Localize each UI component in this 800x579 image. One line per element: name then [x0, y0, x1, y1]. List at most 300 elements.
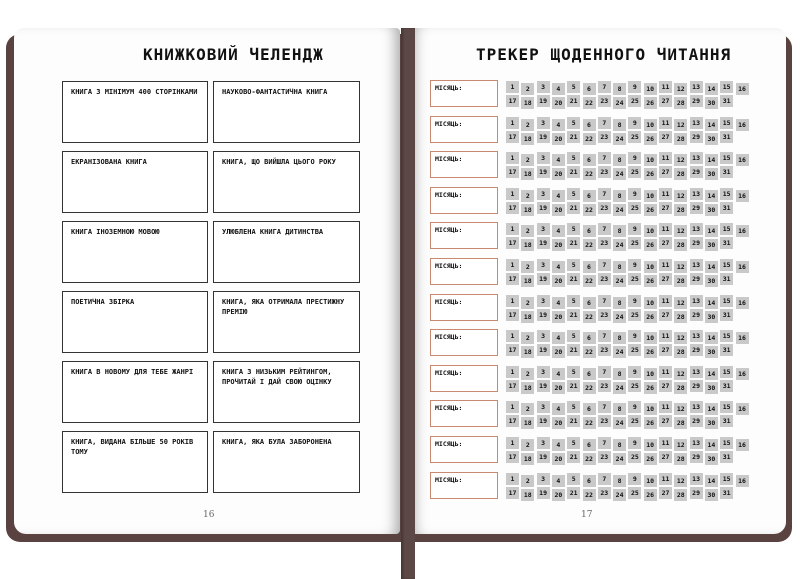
- day-cell[interactable]: 28: [674, 204, 687, 216]
- day-cell[interactable]: 29: [690, 344, 703, 356]
- day-cell[interactable]: 28: [674, 311, 687, 323]
- day-cell[interactable]: 14: [705, 475, 718, 487]
- challenge-box[interactable]: КНИГА, ВИДАНА БІЛЬШЕ 50 РОКІВ ТОМУ: [62, 431, 208, 493]
- day-cell[interactable]: 25: [628, 237, 641, 249]
- day-cell[interactable]: 21: [567, 95, 580, 107]
- day-cell[interactable]: 25: [628, 309, 641, 321]
- day-cell[interactable]: 19: [537, 273, 550, 285]
- day-cell[interactable]: 2: [521, 154, 534, 166]
- day-cell[interactable]: 11: [659, 152, 672, 164]
- day-cell[interactable]: 25: [628, 202, 641, 214]
- day-cell[interactable]: 13: [690, 473, 703, 485]
- day-cell[interactable]: 5: [567, 81, 580, 93]
- day-cell[interactable]: 14: [705, 83, 718, 95]
- challenge-box[interactable]: КНИГА З НИЗЬКИМ РЕЙТИНГОМ, ПРОЧИТАЙ І ДАЙ СВОЮ ОЦІНКУ: [213, 361, 360, 423]
- day-cell[interactable]: 21: [567, 451, 580, 463]
- day-cell[interactable]: 5: [567, 117, 580, 129]
- day-cell[interactable]: 23: [598, 273, 611, 285]
- day-cell[interactable]: 28: [674, 346, 687, 358]
- day-cell[interactable]: 15: [720, 330, 733, 342]
- day-cell[interactable]: 7: [598, 295, 611, 307]
- day-cell[interactable]: 20: [552, 97, 565, 109]
- day-cell[interactable]: 23: [598, 131, 611, 143]
- day-cell[interactable]: 20: [552, 133, 565, 145]
- day-cell[interactable]: 14: [705, 332, 718, 344]
- day-cell[interactable]: 26: [644, 346, 657, 358]
- day-cell[interactable]: 29: [690, 380, 703, 392]
- day-cell[interactable]: 21: [567, 131, 580, 143]
- day-cell[interactable]: 21: [567, 273, 580, 285]
- day-cell[interactable]: 7: [598, 366, 611, 378]
- day-cell[interactable]: 4: [552, 368, 565, 380]
- day-cell[interactable]: 1: [506, 259, 519, 271]
- day-cell[interactable]: 16: [736, 368, 749, 380]
- day-cell[interactable]: 28: [674, 239, 687, 251]
- day-cell[interactable]: 8: [613, 119, 626, 131]
- day-cell[interactable]: 12: [674, 332, 687, 344]
- day-cell[interactable]: 11: [659, 117, 672, 129]
- day-cell[interactable]: 26: [644, 382, 657, 394]
- day-cell[interactable]: 10: [644, 83, 657, 95]
- day-cell[interactable]: 1: [506, 223, 519, 235]
- day-cell[interactable]: 24: [613, 239, 626, 251]
- day-cell[interactable]: 31: [720, 131, 733, 143]
- day-cell[interactable]: 22: [583, 382, 596, 394]
- day-cell[interactable]: 9: [628, 117, 641, 129]
- day-cell[interactable]: 29: [690, 487, 703, 499]
- day-cell[interactable]: 10: [644, 225, 657, 237]
- day-cell[interactable]: 6: [583, 475, 596, 487]
- day-cell[interactable]: 15: [720, 152, 733, 164]
- day-cell[interactable]: 12: [674, 475, 687, 487]
- day-cell[interactable]: 22: [583, 168, 596, 180]
- day-cell[interactable]: 1: [506, 401, 519, 413]
- day-cell[interactable]: 5: [567, 437, 580, 449]
- day-cell[interactable]: 8: [613, 225, 626, 237]
- day-cell[interactable]: 7: [598, 437, 611, 449]
- month-field[interactable]: МІСЯЦЬ:: [430, 187, 498, 214]
- day-cell[interactable]: 17: [506, 202, 519, 214]
- day-cell[interactable]: 21: [567, 415, 580, 427]
- day-cell[interactable]: 17: [506, 451, 519, 463]
- day-cell[interactable]: 1: [506, 366, 519, 378]
- day-cell[interactable]: 17: [506, 237, 519, 249]
- day-cell[interactable]: 21: [567, 344, 580, 356]
- day-cell[interactable]: 19: [537, 131, 550, 143]
- day-cell[interactable]: 6: [583, 261, 596, 273]
- day-cell[interactable]: 19: [537, 166, 550, 178]
- month-field[interactable]: МІСЯЦЬ:: [430, 400, 498, 427]
- day-cell[interactable]: 20: [552, 382, 565, 394]
- day-cell[interactable]: 8: [613, 332, 626, 344]
- day-cell[interactable]: 16: [736, 119, 749, 131]
- day-cell[interactable]: 3: [537, 295, 550, 307]
- day-cell[interactable]: 30: [705, 239, 718, 251]
- day-cell[interactable]: 18: [521, 275, 534, 287]
- day-cell[interactable]: 20: [552, 489, 565, 501]
- day-cell[interactable]: 1: [506, 81, 519, 93]
- day-cell[interactable]: 22: [583, 97, 596, 109]
- day-cell[interactable]: 13: [690, 81, 703, 93]
- day-cell[interactable]: 6: [583, 439, 596, 451]
- day-cell[interactable]: 27: [659, 415, 672, 427]
- day-cell[interactable]: 18: [521, 453, 534, 465]
- day-cell[interactable]: 25: [628, 380, 641, 392]
- day-cell[interactable]: 25: [628, 131, 641, 143]
- day-cell[interactable]: 26: [644, 168, 657, 180]
- day-cell[interactable]: 21: [567, 487, 580, 499]
- day-cell[interactable]: 13: [690, 259, 703, 271]
- day-cell[interactable]: 23: [598, 451, 611, 463]
- day-cell[interactable]: 12: [674, 297, 687, 309]
- day-cell[interactable]: 26: [644, 133, 657, 145]
- day-cell[interactable]: 14: [705, 368, 718, 380]
- day-cell[interactable]: 15: [720, 223, 733, 235]
- day-cell[interactable]: 19: [537, 451, 550, 463]
- day-cell[interactable]: 3: [537, 188, 550, 200]
- day-cell[interactable]: 6: [583, 297, 596, 309]
- day-cell[interactable]: 30: [705, 489, 718, 501]
- day-cell[interactable]: 23: [598, 237, 611, 249]
- day-cell[interactable]: 10: [644, 154, 657, 166]
- day-cell[interactable]: 24: [613, 133, 626, 145]
- day-cell[interactable]: 29: [690, 95, 703, 107]
- day-cell[interactable]: 13: [690, 223, 703, 235]
- day-cell[interactable]: 30: [705, 275, 718, 287]
- day-cell[interactable]: 26: [644, 275, 657, 287]
- day-cell[interactable]: 18: [521, 133, 534, 145]
- day-cell[interactable]: 16: [736, 83, 749, 95]
- day-cell[interactable]: 21: [567, 166, 580, 178]
- day-cell[interactable]: 31: [720, 166, 733, 178]
- day-cell[interactable]: 11: [659, 295, 672, 307]
- day-cell[interactable]: 20: [552, 346, 565, 358]
- day-cell[interactable]: 24: [613, 382, 626, 394]
- day-cell[interactable]: 3: [537, 366, 550, 378]
- day-cell[interactable]: 11: [659, 330, 672, 342]
- day-cell[interactable]: 10: [644, 368, 657, 380]
- day-cell[interactable]: 16: [736, 190, 749, 202]
- day-cell[interactable]: 6: [583, 83, 596, 95]
- day-cell[interactable]: 26: [644, 239, 657, 251]
- day-cell[interactable]: 24: [613, 275, 626, 287]
- day-cell[interactable]: 18: [521, 239, 534, 251]
- day-cell[interactable]: 16: [736, 332, 749, 344]
- day-cell[interactable]: 29: [690, 202, 703, 214]
- day-cell[interactable]: 27: [659, 487, 672, 499]
- day-cell[interactable]: 12: [674, 439, 687, 451]
- day-cell[interactable]: 17: [506, 309, 519, 321]
- day-cell[interactable]: 14: [705, 439, 718, 451]
- day-cell[interactable]: 7: [598, 330, 611, 342]
- day-cell[interactable]: 11: [659, 223, 672, 235]
- day-cell[interactable]: 28: [674, 453, 687, 465]
- day-cell[interactable]: 2: [521, 261, 534, 273]
- day-cell[interactable]: 15: [720, 259, 733, 271]
- day-cell[interactable]: 9: [628, 437, 641, 449]
- day-cell[interactable]: 25: [628, 273, 641, 285]
- day-cell[interactable]: 13: [690, 437, 703, 449]
- day-cell[interactable]: 26: [644, 417, 657, 429]
- day-cell[interactable]: 19: [537, 380, 550, 392]
- day-cell[interactable]: 3: [537, 152, 550, 164]
- day-cell[interactable]: 1: [506, 188, 519, 200]
- day-cell[interactable]: 22: [583, 311, 596, 323]
- day-cell[interactable]: 17: [506, 95, 519, 107]
- day-cell[interactable]: 18: [521, 204, 534, 216]
- day-cell[interactable]: 27: [659, 95, 672, 107]
- day-cell[interactable]: 7: [598, 152, 611, 164]
- day-cell[interactable]: 18: [521, 382, 534, 394]
- day-cell[interactable]: 5: [567, 366, 580, 378]
- day-cell[interactable]: 31: [720, 95, 733, 107]
- day-cell[interactable]: 18: [521, 97, 534, 109]
- day-cell[interactable]: 22: [583, 133, 596, 145]
- day-cell[interactable]: 18: [521, 168, 534, 180]
- day-cell[interactable]: 15: [720, 188, 733, 200]
- day-cell[interactable]: 20: [552, 168, 565, 180]
- day-cell[interactable]: 22: [583, 275, 596, 287]
- day-cell[interactable]: 24: [613, 346, 626, 358]
- day-cell[interactable]: 9: [628, 401, 641, 413]
- day-cell[interactable]: 5: [567, 259, 580, 271]
- day-cell[interactable]: 4: [552, 297, 565, 309]
- day-cell[interactable]: 18: [521, 489, 534, 501]
- day-cell[interactable]: 24: [613, 311, 626, 323]
- day-cell[interactable]: 8: [613, 475, 626, 487]
- day-cell[interactable]: 15: [720, 437, 733, 449]
- day-cell[interactable]: 20: [552, 204, 565, 216]
- day-cell[interactable]: 12: [674, 368, 687, 380]
- day-cell[interactable]: 27: [659, 237, 672, 249]
- day-cell[interactable]: 30: [705, 382, 718, 394]
- day-cell[interactable]: 2: [521, 475, 534, 487]
- day-cell[interactable]: 3: [537, 401, 550, 413]
- day-cell[interactable]: 25: [628, 166, 641, 178]
- challenge-box[interactable]: КНИГА ІНОЗЕМНОЮ МОВОЮ: [62, 221, 208, 283]
- day-cell[interactable]: 28: [674, 168, 687, 180]
- day-cell[interactable]: 10: [644, 403, 657, 415]
- day-cell[interactable]: 19: [537, 487, 550, 499]
- day-cell[interactable]: 28: [674, 133, 687, 145]
- day-cell[interactable]: 10: [644, 297, 657, 309]
- day-cell[interactable]: 1: [506, 117, 519, 129]
- day-cell[interactable]: 14: [705, 119, 718, 131]
- day-cell[interactable]: 15: [720, 366, 733, 378]
- day-cell[interactable]: 16: [736, 297, 749, 309]
- day-cell[interactable]: 2: [521, 83, 534, 95]
- day-cell[interactable]: 21: [567, 237, 580, 249]
- day-cell[interactable]: 24: [613, 489, 626, 501]
- day-cell[interactable]: 1: [506, 152, 519, 164]
- day-cell[interactable]: 14: [705, 297, 718, 309]
- day-cell[interactable]: 28: [674, 97, 687, 109]
- month-field[interactable]: МІСЯЦЬ:: [430, 116, 498, 143]
- day-cell[interactable]: 14: [705, 154, 718, 166]
- day-cell[interactable]: 5: [567, 188, 580, 200]
- day-cell[interactable]: 29: [690, 166, 703, 178]
- day-cell[interactable]: 24: [613, 168, 626, 180]
- day-cell[interactable]: 13: [690, 295, 703, 307]
- day-cell[interactable]: 11: [659, 259, 672, 271]
- day-cell[interactable]: 24: [613, 453, 626, 465]
- day-cell[interactable]: 18: [521, 311, 534, 323]
- day-cell[interactable]: 31: [720, 273, 733, 285]
- day-cell[interactable]: 29: [690, 131, 703, 143]
- day-cell[interactable]: 1: [506, 473, 519, 485]
- day-cell[interactable]: 13: [690, 366, 703, 378]
- day-cell[interactable]: 16: [736, 403, 749, 415]
- day-cell[interactable]: 17: [506, 344, 519, 356]
- day-cell[interactable]: 13: [690, 117, 703, 129]
- day-cell[interactable]: 8: [613, 190, 626, 202]
- day-cell[interactable]: 9: [628, 152, 641, 164]
- day-cell[interactable]: 6: [583, 368, 596, 380]
- day-cell[interactable]: 19: [537, 344, 550, 356]
- challenge-box[interactable]: КНИГА, ЯКА БУЛА ЗАБОРОНЕНА: [213, 431, 360, 493]
- day-cell[interactable]: 4: [552, 439, 565, 451]
- day-cell[interactable]: 29: [690, 451, 703, 463]
- day-cell[interactable]: 1: [506, 330, 519, 342]
- day-cell[interactable]: 30: [705, 311, 718, 323]
- day-cell[interactable]: 10: [644, 475, 657, 487]
- day-cell[interactable]: 25: [628, 344, 641, 356]
- day-cell[interactable]: 1: [506, 437, 519, 449]
- day-cell[interactable]: 22: [583, 239, 596, 251]
- day-cell[interactable]: 27: [659, 166, 672, 178]
- day-cell[interactable]: 2: [521, 403, 534, 415]
- day-cell[interactable]: 5: [567, 152, 580, 164]
- day-cell[interactable]: 2: [521, 332, 534, 344]
- day-cell[interactable]: 9: [628, 473, 641, 485]
- day-cell[interactable]: 18: [521, 417, 534, 429]
- day-cell[interactable]: 19: [537, 237, 550, 249]
- day-cell[interactable]: 19: [537, 95, 550, 107]
- day-cell[interactable]: 15: [720, 295, 733, 307]
- day-cell[interactable]: 4: [552, 225, 565, 237]
- day-cell[interactable]: 23: [598, 487, 611, 499]
- day-cell[interactable]: 7: [598, 223, 611, 235]
- day-cell[interactable]: 27: [659, 131, 672, 143]
- day-cell[interactable]: 7: [598, 117, 611, 129]
- day-cell[interactable]: 30: [705, 204, 718, 216]
- day-cell[interactable]: 6: [583, 403, 596, 415]
- day-cell[interactable]: 6: [583, 154, 596, 166]
- challenge-box[interactable]: КНИГА, ЯКА ОТРИМАЛА ПРЕСТИЖНУ ПРЕМІЮ: [213, 291, 360, 353]
- day-cell[interactable]: 15: [720, 401, 733, 413]
- day-cell[interactable]: 17: [506, 166, 519, 178]
- day-cell[interactable]: 31: [720, 237, 733, 249]
- day-cell[interactable]: 3: [537, 81, 550, 93]
- day-cell[interactable]: 11: [659, 437, 672, 449]
- day-cell[interactable]: 28: [674, 489, 687, 501]
- month-field[interactable]: МІСЯЦЬ:: [430, 294, 498, 321]
- day-cell[interactable]: 12: [674, 261, 687, 273]
- day-cell[interactable]: 10: [644, 119, 657, 131]
- day-cell[interactable]: 31: [720, 487, 733, 499]
- day-cell[interactable]: 19: [537, 415, 550, 427]
- day-cell[interactable]: 9: [628, 81, 641, 93]
- day-cell[interactable]: 8: [613, 154, 626, 166]
- day-cell[interactable]: 14: [705, 190, 718, 202]
- day-cell[interactable]: 26: [644, 311, 657, 323]
- day-cell[interactable]: 7: [598, 81, 611, 93]
- day-cell[interactable]: 15: [720, 117, 733, 129]
- day-cell[interactable]: 8: [613, 297, 626, 309]
- day-cell[interactable]: 17: [506, 380, 519, 392]
- day-cell[interactable]: 26: [644, 97, 657, 109]
- day-cell[interactable]: 22: [583, 453, 596, 465]
- challenge-box[interactable]: КНИГА, ЩО ВИЙШЛА ЦЬОГО РОКУ: [213, 151, 360, 213]
- day-cell[interactable]: 11: [659, 473, 672, 485]
- day-cell[interactable]: 30: [705, 168, 718, 180]
- day-cell[interactable]: 22: [583, 204, 596, 216]
- day-cell[interactable]: 13: [690, 152, 703, 164]
- day-cell[interactable]: 15: [720, 81, 733, 93]
- day-cell[interactable]: 4: [552, 119, 565, 131]
- day-cell[interactable]: 18: [521, 346, 534, 358]
- day-cell[interactable]: 4: [552, 332, 565, 344]
- day-cell[interactable]: 12: [674, 154, 687, 166]
- day-cell[interactable]: 17: [506, 415, 519, 427]
- day-cell[interactable]: 16: [736, 261, 749, 273]
- day-cell[interactable]: 14: [705, 403, 718, 415]
- day-cell[interactable]: 12: [674, 190, 687, 202]
- day-cell[interactable]: 27: [659, 344, 672, 356]
- day-cell[interactable]: 2: [521, 297, 534, 309]
- day-cell[interactable]: 23: [598, 309, 611, 321]
- day-cell[interactable]: 10: [644, 190, 657, 202]
- day-cell[interactable]: 17: [506, 487, 519, 499]
- day-cell[interactable]: 30: [705, 453, 718, 465]
- day-cell[interactable]: 8: [613, 83, 626, 95]
- day-cell[interactable]: 15: [720, 473, 733, 485]
- challenge-box[interactable]: НАУКОВО-ФАНТАСТИЧНА КНИГА: [213, 81, 360, 143]
- day-cell[interactable]: 17: [506, 131, 519, 143]
- day-cell[interactable]: 11: [659, 401, 672, 413]
- day-cell[interactable]: 3: [537, 330, 550, 342]
- day-cell[interactable]: 6: [583, 190, 596, 202]
- day-cell[interactable]: 3: [537, 223, 550, 235]
- day-cell[interactable]: 1: [506, 295, 519, 307]
- day-cell[interactable]: 28: [674, 417, 687, 429]
- day-cell[interactable]: 20: [552, 311, 565, 323]
- day-cell[interactable]: 20: [552, 275, 565, 287]
- day-cell[interactable]: 7: [598, 401, 611, 413]
- day-cell[interactable]: 4: [552, 190, 565, 202]
- day-cell[interactable]: 12: [674, 225, 687, 237]
- day-cell[interactable]: 8: [613, 261, 626, 273]
- day-cell[interactable]: 17: [506, 273, 519, 285]
- day-cell[interactable]: 21: [567, 309, 580, 321]
- day-cell[interactable]: 6: [583, 225, 596, 237]
- day-cell[interactable]: 3: [537, 117, 550, 129]
- month-field[interactable]: МІСЯЦЬ:: [430, 222, 498, 249]
- day-cell[interactable]: 10: [644, 261, 657, 273]
- day-cell[interactable]: 23: [598, 202, 611, 214]
- day-cell[interactable]: 2: [521, 225, 534, 237]
- day-cell[interactable]: 4: [552, 154, 565, 166]
- day-cell[interactable]: 31: [720, 380, 733, 392]
- day-cell[interactable]: 25: [628, 451, 641, 463]
- day-cell[interactable]: 16: [736, 439, 749, 451]
- day-cell[interactable]: 2: [521, 439, 534, 451]
- day-cell[interactable]: 8: [613, 403, 626, 415]
- day-cell[interactable]: 5: [567, 223, 580, 235]
- day-cell[interactable]: 31: [720, 415, 733, 427]
- month-field[interactable]: МІСЯЦЬ:: [430, 80, 498, 107]
- day-cell[interactable]: 27: [659, 202, 672, 214]
